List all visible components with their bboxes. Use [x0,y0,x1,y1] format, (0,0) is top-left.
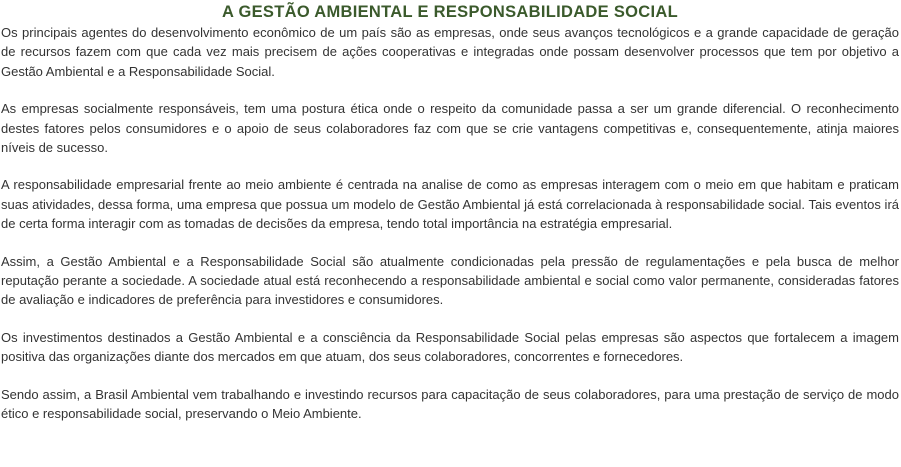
paragraph-4: Assim, a Gestão Ambiental e a Responsabilidade Social são atualmente condicionadas pela pressão de regulamentações e pela busca de melhor reputação perante a sociedade. A sociedade atual está reconhecendo a responsabilidade ambiental e social como valor permanente, consideradas fatores de avaliação e indicadores de preferência para investidores e consumidores. [1,253,899,308]
paragraph-1: Os principais agentes do desenvolvimento econômico de um país são as empresas, onde seus avanços tecnológicos e a grande capacidade de geração de recursos fazem com que cada vez mais precisem de ações cooperativas e integradas onde possam desenvolver processos que tem por objetivo a Gestão Ambiental e a Responsabilidade Social. [1,25,899,79]
paragraph-3: A responsabilidade empresarial frente ao meio ambiente é centrada na analise de como as empresas interagem com o meio em que habitam e praticam suas atividades, dessa forma, uma empresa que possua um modelo de Gestão Ambiental já está correlacionada à responsabilidade social. Tais eventos irá de certa forma interagir com as tomadas de decisões da empresa, tendo total importância na estratégia empresarial. [1,177,899,232]
paragraph-5: Os investimentos destinados a Gestão Ambiental e a consciência da Responsabilidade Social pelas empresas são aspectos que fortalecem a imagem positiva das organizações diante dos mercados em que atuam, dos seus colaboradores, concorrentes e fornecedores. [1,329,899,365]
page-title: A GESTÃO AMBIENTAL E RESPONSABILIDADE SOCIAL [222,3,678,21]
paragraph-6: Sendo assim, a Brasil Ambiental vem trabalhando e investindo recursos para capacitação de seus colaboradores, para uma prestação de serviço de modo ético e responsabilidade social, preservando o Meio Ambiente. [1,386,899,422]
paragraph-2: As empresas socialmente responsáveis, tem uma postura ética onde o respeito da comunidade passa a ser um grande diferencial. O reconhecimento destes fatores pelos consumidores e o apoio de seus colaboradores faz com que se crie vantagens competitivas e, consequentemente, atinja maiores níveis de sucesso. [1,101,899,156]
